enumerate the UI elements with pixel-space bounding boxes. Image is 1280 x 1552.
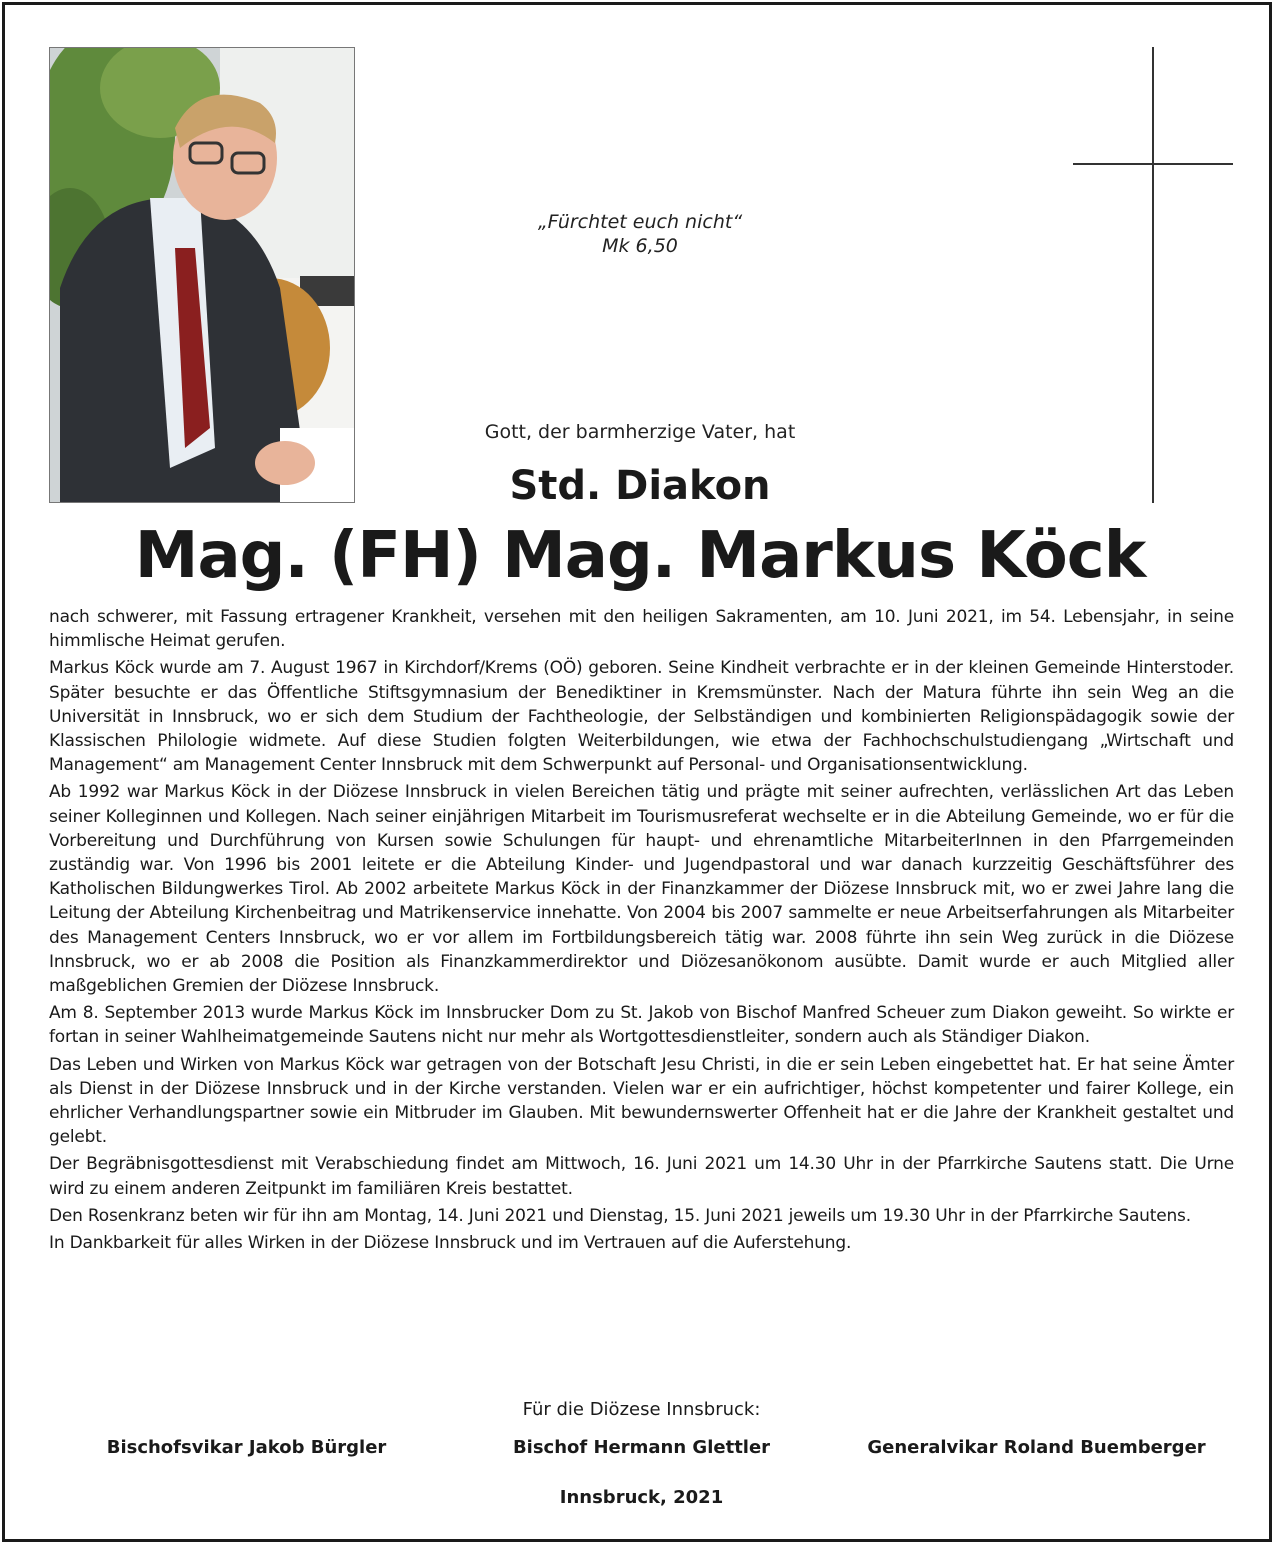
paragraph: nach schwerer, mit Fassung ertragener Krankheit, versehen mit den heiligen Sakramenten, am 10. Juni 2021, im 54. Lebensjahr, in seine himmlische Heimat gerufen. <box>49 607 1234 652</box>
signer-name: Bischof Hermann Glettler <box>512 1437 771 1458</box>
paragraph: Markus Köck wurde am 7. August 1967 in Kirchdorf/Krems (OÖ) geboren. Seine Kindheit verbrachte er in der kleinen Gemeinde Hinterstoder. Später besuchte er das Öffentliche Stiftsgymnasium der Benediktiner in Kremsmünster. Nach der Matura führte ihn sein Weg an die Universität in Innsbruck, wo er sich dem Studium der Fachtheologie, der Selbständigen und kombinierten Religionspädagogik sowie der Klassischen Philologie widmete. Auf diese Studien folgten Weiterbildungen, wie etwa der Fachhochschulstudiengang „Wirtschaft und Management“ am Management Center Innsbruck mit dem Schwerpunkt auf Personal- und Organisationsentwicklung. <box>49 658 1234 776</box>
obituary-body <box>49 605 1234 1258</box>
paragraph: Ab 1992 war Markus Köck in der Diözese Innsbruck in vielen Bereichen tätig und prägte mit seiner aufrechten, verlässlichen Art das Leben seiner Kolleginnen und Kollegen. Nach seiner einjährigen Mitarbeit im Tourismusreferat wechselte er in die Abteilung Gemeinde, wo er für die Vorbereitung und Durchführung von Kursen sowie Schulungen für haupt- und ehrenamtliche MitarbeiterInnen in den Pfarrgemeinden zuständig war. Von 1996 bis 2001 leitete er die Abteilung Kinder- und Jugendpastoral und war danach kurzzeitig Geschäftsführer des Katholischen Bildungwerkes Tirol. Ab 2002 arbeitete Markus Köck in der Finanzkammer der Diözese Innsbruck mit, wo er zwei Jahre lang die Leitung der Abteilung Kirchenbeitrag und Matrikenservice innehatte. Von 2004 bis 2007 sammelte er neue Arbeitserfahrungen als Mitarbeiter des Management Centers Innsbruck, wo er vor allem im Fortbildungsbereich tätig war. 2008 führte ihn sein Weg zurück in die Diözese Innsbruck, wo er ab 2008 die Position als Finanzkammerdirektor und Diözesanökonom ausübte. Damit wurde er auch Mitglied aller maßgeblichen Gremien der Diözese Innsbruck. <box>49 782 1234 997</box>
bible-quote <box>445 210 835 258</box>
obituary-page <box>2 2 1272 1542</box>
paragraph: Den Rosenkranz beten wir für ihn am Montag, 14. Juni 2021 und Dienstag, 15. Juni 2021 jeweils um 19.30 Uhr in der Pfarrkirche Sautens. <box>49 1205 1191 1226</box>
paragraph: In Dankbarkeit für alles Wirken in der Diözese Innsbruck und im Vertrauen auf die Auferstehung. <box>49 1233 852 1254</box>
paragraph: Der Begräbnisgottesdienst mit Verabschiedung findet am Mittwoch, 16. Juni 2021 um 14.30 Uhr in der Pfarrkirche Sautens statt. Die Urne wird zu einem anderen Zeitpunkt im familiären Kreis bestattet. <box>49 1154 1234 1199</box>
closing-line: Für die Diözese Innsbruck: <box>522 1399 761 1420</box>
signer-name: Generalvikar Roland Buemberger <box>867 1437 1206 1458</box>
quote-text: „Fürchtet euch nicht“ <box>537 211 743 233</box>
cross-vertical-bar <box>1152 47 1154 503</box>
cross-horizontal-bar <box>1073 163 1233 165</box>
paragraph: Am 8. September 2013 wurde Markus Köck im Innsbrucker Dom zu St. Jakob von Bischof Manfred Scheuer zum Diakon geweiht. So wirkte er fortan in seiner Wahlheimatgemeinde Sautens nicht nur mehr als Wortgottesdienstleiter, sondern auch als Ständiger Diakon. <box>49 1003 1234 1048</box>
portrait-photo <box>49 47 355 503</box>
place-date: Innsbruck, 2021 <box>559 1487 724 1508</box>
deceased-name: Mag. (FH) Mag. Markus Köck <box>134 519 1146 593</box>
portrait-image <box>50 48 354 502</box>
paragraph: Das Leben und Wirken von Markus Köck war getragen von der Botschaft Jesu Christi, in die er sein Leben eingebettet hat. Er hat seine Ämter als Dienst in der Diözese Innsbruck und in der Kirche verstanden. Vielen war er ein aufrichtiger, höchst kompetenter und fairer Kollege, ein ehrlicher Verhandlungspartner sowie ein Mitbruder im Glauben. Mit bewundernswerter Offenheit hat er die Jahre der Krankheit gestaltet und gelebt. <box>49 1054 1234 1148</box>
signers-row <box>49 1437 1234 1458</box>
intro-line: Gott, der barmherzige Vater, hat <box>484 421 796 443</box>
rank-title: Std. Diakon <box>509 463 771 509</box>
signer-name: Bischofsvikar Jakob Bürgler <box>106 1437 387 1458</box>
quote-reference: Mk 6,50 <box>602 235 678 257</box>
